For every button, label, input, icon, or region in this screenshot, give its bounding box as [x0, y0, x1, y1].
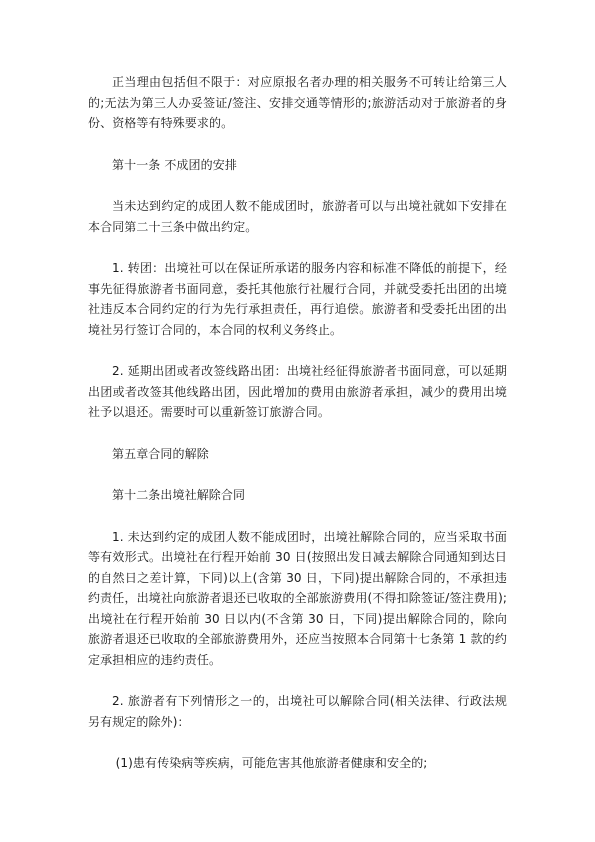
paragraph-agency-termination-2: 2. 旅游者有下列情形之一的，出境社可以解除合同(相关法律、行政法规另有规定的除外)： — [88, 694, 507, 729]
chapter-5-heading: 第五章合同的解除 — [112, 446, 209, 461]
paragraph-transfer-reasons: 正当理由包括但不限于：对应原报名者办理的相关服务不可转让给第三人的;无法为第三人办妥签证/签注、安排交通等情形的;旅游活动对于旅游者的身份、资格等有特殊要求的。 — [88, 75, 507, 130]
article-12-heading: 第十二条出境社解除合同 — [112, 488, 246, 502]
paragraph-subitem-1: (1)患有传染病等疾病，可能危害其他旅游者健康和安全的; — [115, 756, 428, 770]
paragraph-transfer-group: 1. 转团：出境社可以在保证所承诺的服务内容和标准不降低的前提下，经事先征得旅游者书面同意，委托其他旅行社履行合同，并就受委托出团的出境社违反本合同约定的行为先行承担责任，再行追偿。旅游者和受委托出团的出境社另行签订合同的，本合同的权利义务终止。 — [88, 261, 507, 337]
paragraph-postpone-or-reroute: 2. 延期出团或者改签线路出团：出境社经征得旅游者书面同意，可以延期出团或者改签其他线路出团，因此增加的费用由旅游者承担，减少的费用出境社予以退还。需要时可以重新签订旅游合同。 — [88, 364, 507, 419]
paragraph-min-group-size: 当未达到约定的成团人数不能成团时，旅游者可以与出境社就如下安排在本合同第二十三条中做出约定。 — [88, 199, 507, 234]
paragraph-agency-termination-1: 1. 未达到约定的成团人数不能成团时，出境社解除合同的，应当采取书面等有效形式。出境社在行程开始前 30 日(按照出发日减去解除合同通知到达日的自然日之差计算，下同)以上(含第 30 日，下同)提出解除合同的，不承担违约责任，出境社向旅游者退还已收取的全部旅游费用(不得扣除签证/签注费用);出境社在行程开始前 30 日以内(不含第 30 日，下同)提出解除合同的，除向旅游者退还已收取的全部旅游费用外，还应当按照本合同第十七条第 1 款的约定承担相应的违约责任。 — [88, 529, 507, 667]
article-11-heading: 第十一条 不成团的安排 — [112, 157, 237, 172]
